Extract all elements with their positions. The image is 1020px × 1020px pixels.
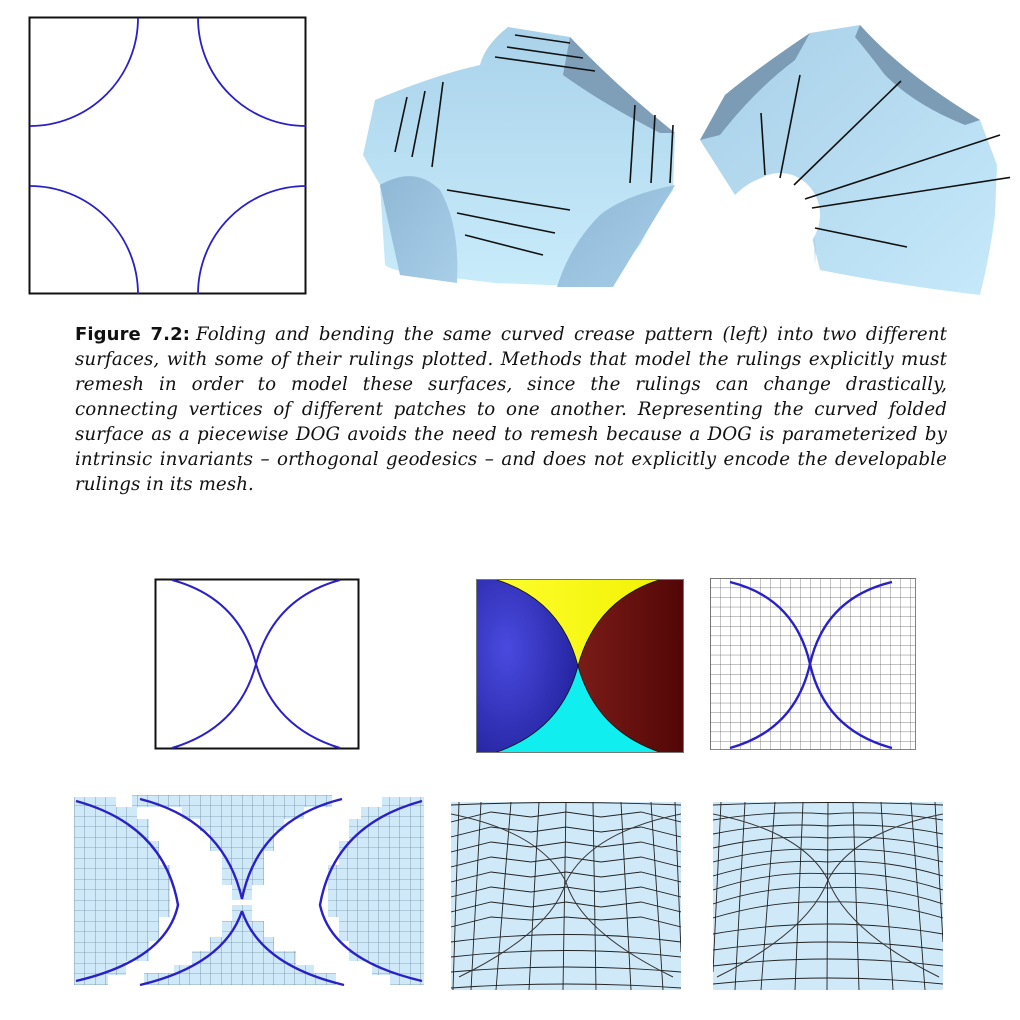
grid-overlay-panel (710, 578, 918, 752)
folded-surface-a-panel (355, 15, 685, 300)
caption-text: Folding and bending the same curved crease pattern (left) into two different surfaces, with some of their rulings plotted. Methods that model the rulings explicitly must remesh in order to model these surfaces, since the rulings can change drastically, connecting vertices of different patches to one another. Representing the curved folded surface as a piecewise DOG avoids the need to remesh because a DOG is parameterized by intrinsic invariants – orthogonal geodesics – and does not explicitly encode the developable rulings in its mesh. (75, 324, 947, 495)
folded-surface-b-panel (695, 15, 1010, 300)
figure-caption (75, 322, 947, 497)
x-crease-pattern-panel (154, 578, 360, 750)
patch-segmentation-panel (476, 579, 684, 753)
figure-label: Figure 7.2: (75, 324, 191, 345)
crease-pattern-panel (28, 16, 308, 296)
dog-folded-mesh-a-panel (451, 802, 681, 990)
dog-folded-mesh-b-panel (713, 802, 943, 990)
dog-patches-panel (74, 795, 424, 987)
